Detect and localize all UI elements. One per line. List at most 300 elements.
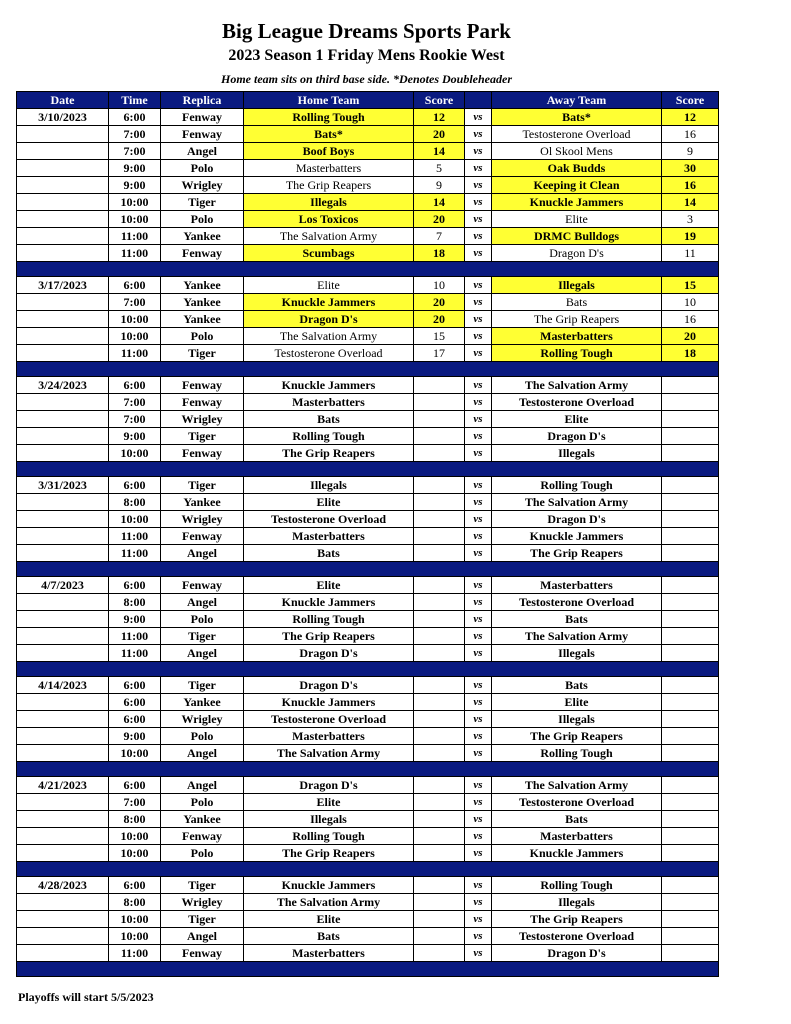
vs-label: vs: [465, 126, 492, 143]
game-field: Angel: [161, 645, 244, 662]
home-team: Masterbatters: [244, 728, 414, 745]
game-time: 6:00: [109, 694, 161, 711]
home-team: Knuckle Jammers: [244, 294, 414, 311]
vs-label: vs: [465, 328, 492, 345]
week-separator-bar: [17, 662, 719, 677]
vs-label: vs: [465, 377, 492, 394]
home-score: [414, 877, 465, 894]
game-date: [17, 811, 109, 828]
home-team: Dragon D's: [244, 677, 414, 694]
home-score: [414, 528, 465, 545]
game-time: 7:00: [109, 294, 161, 311]
week-separator-bar: [17, 862, 719, 877]
game-time: 10:00: [109, 928, 161, 945]
game-field: Angel: [161, 143, 244, 160]
game-time: 10:00: [109, 828, 161, 845]
home-team: Masterbatters: [244, 945, 414, 962]
away-score: 16: [662, 177, 719, 194]
home-team: Boof Boys: [244, 143, 414, 160]
game-date: [17, 628, 109, 645]
game-row: [17, 411, 719, 428]
game-row: [17, 745, 719, 762]
away-score: [662, 777, 719, 794]
game-time: 6:00: [109, 711, 161, 728]
away-score: [662, 877, 719, 894]
game-field: Fenway: [161, 394, 244, 411]
game-row: [17, 577, 719, 594]
game-date: [17, 394, 109, 411]
game-field: Yankee: [161, 228, 244, 245]
game-date: [17, 511, 109, 528]
away-score: [662, 628, 719, 645]
game-row: [17, 694, 719, 711]
game-field: Polo: [161, 211, 244, 228]
away-score: 19: [662, 228, 719, 245]
home-score: [414, 628, 465, 645]
away-score: [662, 445, 719, 462]
game-time: 8:00: [109, 594, 161, 611]
home-score: 20: [414, 211, 465, 228]
away-team: Dragon D's: [492, 428, 662, 445]
game-row: [17, 345, 719, 362]
game-date: 4/28/2023: [17, 877, 109, 894]
game-field: Yankee: [161, 811, 244, 828]
away-team: Oak Budds: [492, 160, 662, 177]
game-field: Yankee: [161, 494, 244, 511]
game-time: 7:00: [109, 411, 161, 428]
away-score: 3: [662, 211, 719, 228]
home-team: Rolling Tough: [244, 611, 414, 628]
game-time: 6:00: [109, 109, 161, 126]
game-date: [17, 411, 109, 428]
vs-label: vs: [465, 528, 492, 545]
game-field: Tiger: [161, 628, 244, 645]
game-field: Tiger: [161, 877, 244, 894]
home-team: Testosterone Overload: [244, 711, 414, 728]
vs-label: vs: [465, 294, 492, 311]
home-score: 14: [414, 143, 465, 160]
week-separator: [17, 362, 719, 377]
away-score: 11: [662, 245, 719, 262]
away-score: [662, 828, 719, 845]
game-row: [17, 711, 719, 728]
game-row: [17, 677, 719, 694]
game-date: [17, 177, 109, 194]
away-team: Illegals: [492, 894, 662, 911]
game-time: 6:00: [109, 877, 161, 894]
game-date: [17, 494, 109, 511]
vs-label: vs: [465, 160, 492, 177]
away-team: Knuckle Jammers: [492, 845, 662, 862]
away-score: [662, 728, 719, 745]
vs-label: vs: [465, 911, 492, 928]
game-time: 9:00: [109, 428, 161, 445]
home-score: [414, 545, 465, 562]
game-time: 11:00: [109, 628, 161, 645]
game-date: [17, 294, 109, 311]
away-score: [662, 711, 719, 728]
away-score: [662, 811, 719, 828]
game-field: Wrigley: [161, 894, 244, 911]
game-row: [17, 494, 719, 511]
game-row: [17, 611, 719, 628]
game-row: [17, 143, 719, 160]
away-team: Testosterone Overload: [492, 394, 662, 411]
game-row: [17, 109, 719, 126]
game-time: 11:00: [109, 545, 161, 562]
home-score: [414, 794, 465, 811]
game-field: Fenway: [161, 577, 244, 594]
away-score: [662, 545, 719, 562]
game-date: 4/21/2023: [17, 777, 109, 794]
vs-label: vs: [465, 794, 492, 811]
away-score: [662, 694, 719, 711]
vs-label: vs: [465, 828, 492, 845]
away-team: Testosterone Overload: [492, 928, 662, 945]
game-date: [17, 594, 109, 611]
away-score: 30: [662, 160, 719, 177]
vs-label: vs: [465, 577, 492, 594]
game-field: Tiger: [161, 911, 244, 928]
home-score: [414, 445, 465, 462]
away-team: Testosterone Overload: [492, 126, 662, 143]
home-team: Dragon D's: [244, 777, 414, 794]
game-row: [17, 311, 719, 328]
game-time: 6:00: [109, 277, 161, 294]
game-date: 3/24/2023: [17, 377, 109, 394]
game-time: 11:00: [109, 645, 161, 662]
away-team: Testosterone Overload: [492, 594, 662, 611]
away-score: 15: [662, 277, 719, 294]
game-field: Fenway: [161, 377, 244, 394]
home-score: 5: [414, 160, 465, 177]
home-score: [414, 828, 465, 845]
week-separator: [17, 862, 719, 877]
away-score: [662, 645, 719, 662]
away-team: Bats: [492, 677, 662, 694]
game-field: Fenway: [161, 828, 244, 845]
vs-label: vs: [465, 545, 492, 562]
vs-label: vs: [465, 277, 492, 294]
game-time: 10:00: [109, 211, 161, 228]
away-score: 9: [662, 143, 719, 160]
vs-label: vs: [465, 211, 492, 228]
game-date: [17, 711, 109, 728]
home-team: The Grip Reapers: [244, 445, 414, 462]
vs-label: vs: [465, 877, 492, 894]
game-time: 6:00: [109, 377, 161, 394]
game-field: Tiger: [161, 677, 244, 694]
home-team: Illegals: [244, 811, 414, 828]
away-team: Bats: [492, 294, 662, 311]
away-team: The Grip Reapers: [492, 728, 662, 745]
game-field: Polo: [161, 160, 244, 177]
home-team: Masterbatters: [244, 394, 414, 411]
game-field: Polo: [161, 328, 244, 345]
away-team: Bats: [492, 611, 662, 628]
vs-label: vs: [465, 245, 492, 262]
away-score: 20: [662, 328, 719, 345]
game-date: 4/14/2023: [17, 677, 109, 694]
vs-label: vs: [465, 777, 492, 794]
game-row: [17, 428, 719, 445]
home-score: [414, 611, 465, 628]
vs-label: vs: [465, 611, 492, 628]
home-score: [414, 394, 465, 411]
away-score: [662, 894, 719, 911]
header-date: Date: [17, 92, 109, 109]
home-team: Bats: [244, 411, 414, 428]
away-team: Masterbatters: [492, 828, 662, 845]
game-field: Angel: [161, 545, 244, 562]
game-time: 9:00: [109, 160, 161, 177]
home-team: Illegals: [244, 194, 414, 211]
game-date: [17, 894, 109, 911]
home-score: [414, 594, 465, 611]
home-score: [414, 711, 465, 728]
away-score: 10: [662, 294, 719, 311]
game-field: Yankee: [161, 694, 244, 711]
game-row: [17, 445, 719, 462]
game-row: [17, 828, 719, 845]
game-row: [17, 294, 719, 311]
away-team: Illegals: [492, 445, 662, 462]
away-score: [662, 794, 719, 811]
away-score: [662, 577, 719, 594]
home-team: Dragon D's: [244, 311, 414, 328]
away-team: Elite: [492, 211, 662, 228]
home-team: Knuckle Jammers: [244, 877, 414, 894]
week-separator-bar: [17, 762, 719, 777]
away-team: Rolling Tough: [492, 877, 662, 894]
vs-label: vs: [465, 345, 492, 362]
away-team: Keeping it Clean: [492, 177, 662, 194]
home-score: [414, 377, 465, 394]
home-team: Knuckle Jammers: [244, 694, 414, 711]
game-date: [17, 828, 109, 845]
game-date: [17, 645, 109, 662]
game-date: [17, 211, 109, 228]
home-score: [414, 577, 465, 594]
game-row: [17, 394, 719, 411]
game-row: [17, 628, 719, 645]
vs-label: vs: [465, 428, 492, 445]
game-field: Angel: [161, 777, 244, 794]
game-field: Fenway: [161, 245, 244, 262]
home-score: [414, 511, 465, 528]
game-date: [17, 845, 109, 862]
vs-label: vs: [465, 628, 492, 645]
vs-label: vs: [465, 928, 492, 945]
week-separator: [17, 562, 719, 577]
away-team: Rolling Tough: [492, 345, 662, 362]
game-row: [17, 911, 719, 928]
game-time: 10:00: [109, 328, 161, 345]
game-row: [17, 894, 719, 911]
game-row: [17, 794, 719, 811]
game-field: Wrigley: [161, 411, 244, 428]
header-time: Time: [109, 92, 161, 109]
away-team: The Salvation Army: [492, 628, 662, 645]
game-date: [17, 194, 109, 211]
game-field: Angel: [161, 745, 244, 762]
away-team: Elite: [492, 411, 662, 428]
game-field: Wrigley: [161, 711, 244, 728]
game-row: [17, 877, 719, 894]
header-row: [17, 92, 719, 109]
away-team: Elite: [492, 694, 662, 711]
game-field: Angel: [161, 928, 244, 945]
away-score: [662, 428, 719, 445]
home-score: [414, 928, 465, 945]
game-date: [17, 328, 109, 345]
vs-label: vs: [465, 711, 492, 728]
game-date: [17, 694, 109, 711]
home-team: The Grip Reapers: [244, 177, 414, 194]
away-score: [662, 928, 719, 945]
game-field: Polo: [161, 845, 244, 862]
game-row: [17, 511, 719, 528]
game-field: Polo: [161, 728, 244, 745]
vs-label: vs: [465, 511, 492, 528]
home-score: 20: [414, 126, 465, 143]
vs-label: vs: [465, 694, 492, 711]
game-field: Yankee: [161, 294, 244, 311]
header-home-team: Home Team: [244, 92, 414, 109]
game-date: [17, 126, 109, 143]
home-score: [414, 694, 465, 711]
home-team: The Grip Reapers: [244, 628, 414, 645]
game-field: Tiger: [161, 194, 244, 211]
game-date: [17, 345, 109, 362]
game-date: [17, 311, 109, 328]
game-field: Fenway: [161, 528, 244, 545]
game-field: Angel: [161, 594, 244, 611]
away-score: 12: [662, 109, 719, 126]
home-score: [414, 911, 465, 928]
away-team: Masterbatters: [492, 328, 662, 345]
home-team: Rolling Tough: [244, 828, 414, 845]
header-replica: Replica: [161, 92, 244, 109]
game-row: [17, 945, 719, 962]
home-team: The Salvation Army: [244, 328, 414, 345]
game-row: [17, 777, 719, 794]
away-team: Bats: [492, 811, 662, 828]
game-time: 11:00: [109, 945, 161, 962]
vs-label: vs: [465, 645, 492, 662]
away-score: [662, 377, 719, 394]
home-score: 15: [414, 328, 465, 345]
game-time: 7:00: [109, 143, 161, 160]
week-separator-bar: [17, 462, 719, 477]
header-away-team: Away Team: [492, 92, 662, 109]
game-field: Polo: [161, 611, 244, 628]
vs-label: vs: [465, 394, 492, 411]
header-home-score: Score: [414, 92, 465, 109]
away-team: Knuckle Jammers: [492, 194, 662, 211]
away-team: Dragon D's: [492, 511, 662, 528]
home-score: [414, 811, 465, 828]
away-team: Ol Skool Mens: [492, 143, 662, 160]
game-time: 9:00: [109, 728, 161, 745]
week-separator: [17, 462, 719, 477]
vs-label: vs: [465, 311, 492, 328]
vs-label: vs: [465, 177, 492, 194]
away-score: 16: [662, 311, 719, 328]
game-date: [17, 794, 109, 811]
away-score: [662, 511, 719, 528]
game-field: Fenway: [161, 109, 244, 126]
week-separator: [17, 962, 719, 977]
home-team: Los Toxicos: [244, 211, 414, 228]
playoffs-note: Playoffs will start 5/5/2023: [18, 990, 154, 1004]
game-row: [17, 545, 719, 562]
vs-label: vs: [465, 411, 492, 428]
game-row: [17, 928, 719, 945]
game-field: Polo: [161, 794, 244, 811]
home-team: Masterbatters: [244, 160, 414, 177]
game-field: Fenway: [161, 126, 244, 143]
game-date: [17, 445, 109, 462]
home-score: 14: [414, 194, 465, 211]
game-row: [17, 594, 719, 611]
game-date: [17, 611, 109, 628]
game-field: Wrigley: [161, 511, 244, 528]
home-score: [414, 477, 465, 494]
game-time: 7:00: [109, 394, 161, 411]
game-time: 7:00: [109, 794, 161, 811]
home-score: [414, 728, 465, 745]
home-team: The Salvation Army: [244, 745, 414, 762]
home-score: [414, 777, 465, 794]
game-field: Wrigley: [161, 177, 244, 194]
home-score: [414, 745, 465, 762]
game-row: [17, 728, 719, 745]
game-row: [17, 645, 719, 662]
away-team: The Salvation Army: [492, 377, 662, 394]
week-separator-bar: [17, 362, 719, 377]
home-team: The Grip Reapers: [244, 845, 414, 862]
game-time: 7:00: [109, 126, 161, 143]
game-date: 4/7/2023: [17, 577, 109, 594]
schedule-note: Home team sits on third base side. *Denotes Doubleheader: [221, 72, 512, 86]
header-vs: [465, 92, 492, 109]
game-field: Yankee: [161, 311, 244, 328]
game-time: 10:00: [109, 445, 161, 462]
game-field: Yankee: [161, 277, 244, 294]
away-score: [662, 611, 719, 628]
vs-label: vs: [465, 811, 492, 828]
away-team: Illegals: [492, 277, 662, 294]
game-date: [17, 728, 109, 745]
home-team: Scumbags: [244, 245, 414, 262]
home-score: 10: [414, 277, 465, 294]
vs-label: vs: [465, 594, 492, 611]
home-team: The Salvation Army: [244, 228, 414, 245]
game-time: 9:00: [109, 177, 161, 194]
away-score: [662, 528, 719, 545]
game-time: 10:00: [109, 311, 161, 328]
game-time: 8:00: [109, 494, 161, 511]
home-team: Bats: [244, 545, 414, 562]
game-time: 10:00: [109, 845, 161, 862]
home-team: Elite: [244, 577, 414, 594]
game-time: 10:00: [109, 911, 161, 928]
game-time: 10:00: [109, 511, 161, 528]
home-score: 20: [414, 294, 465, 311]
game-time: 8:00: [109, 894, 161, 911]
vs-label: vs: [465, 745, 492, 762]
